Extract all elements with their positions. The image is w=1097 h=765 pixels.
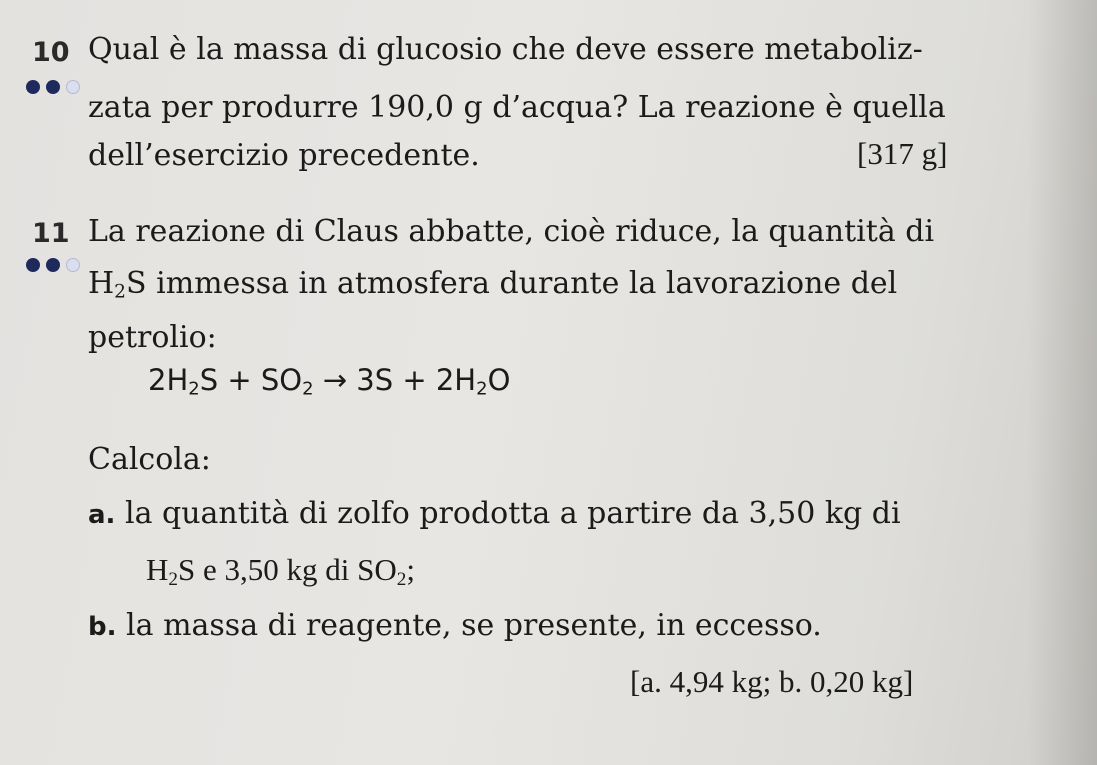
claus-reaction-equation [148,363,510,399]
difficulty-dots-11 [26,258,80,272]
part-b-text: la massa di reagente, se presente, in eccesso. [126,608,822,643]
ex11-part-a-line-1 [88,496,901,533]
ex11-line-2-rest: S immessa in atmosfera durante la lavorazione del [126,266,898,301]
subscript: 2 [396,568,407,590]
ex10-answer: [317 g] [857,136,948,171]
ex10-line-2: zata per produrre 190,0 g d’acqua? La reazione è quella [88,90,946,125]
eq-term: O [487,363,511,397]
ex11-calcola: Calcola: [88,442,211,477]
ex11-part-a-line-2: $H_2S$ e 3,50 kg di $SO_2$; [146,552,415,590]
part-a-label: a. [88,500,116,530]
part-a-text: la quantità di zolfo prodotta a partire da 3,50 kg di [124,496,901,531]
ex11-line-1: La reazione di Claus abbatte, cioè riduce, la quantità di [88,214,935,249]
ex10-line-1: Qual è la massa di glucosio che deve essere metaboliz- [88,32,923,67]
ex11-line-3: petrolio: [88,320,217,355]
difficulty-dot-filled [46,258,60,272]
difficulty-dot-empty [66,258,80,272]
ex10-line-3: dell’esercizio precedente. [88,138,480,173]
difficulty-dot-filled [46,80,60,94]
eq-term: 2H [148,363,189,397]
ex11-line-2: $H_2S$ immessa in atmosfera durante la lavorazione del [88,266,898,303]
subscript: 2 [168,568,178,590]
page-shadow [1027,0,1097,765]
part-b-label: b. [88,612,117,642]
ex11-answer: [a. 4,94 kg; b. 0,20 kg] [630,664,914,699]
exercise-number-10: 10 [32,37,70,68]
part-a-text: ; [406,552,415,587]
difficulty-dot-empty [66,80,80,94]
eq-term: S + SO [199,363,303,397]
eq-term: → 3S + 2H [313,363,477,397]
subscript: 2 [114,281,127,303]
difficulty-dots-10 [26,80,80,94]
exercise-number-11: 11 [32,218,70,249]
part-a-text: S e 3,50 kg di SO [178,552,397,587]
eq-sub: 2 [476,378,488,400]
difficulty-dot-filled [26,80,40,94]
difficulty-dot-filled [26,258,40,272]
eq-sub: 2 [302,378,314,400]
eq-sub: 2 [188,378,200,400]
ex11-part-b [88,608,822,645]
